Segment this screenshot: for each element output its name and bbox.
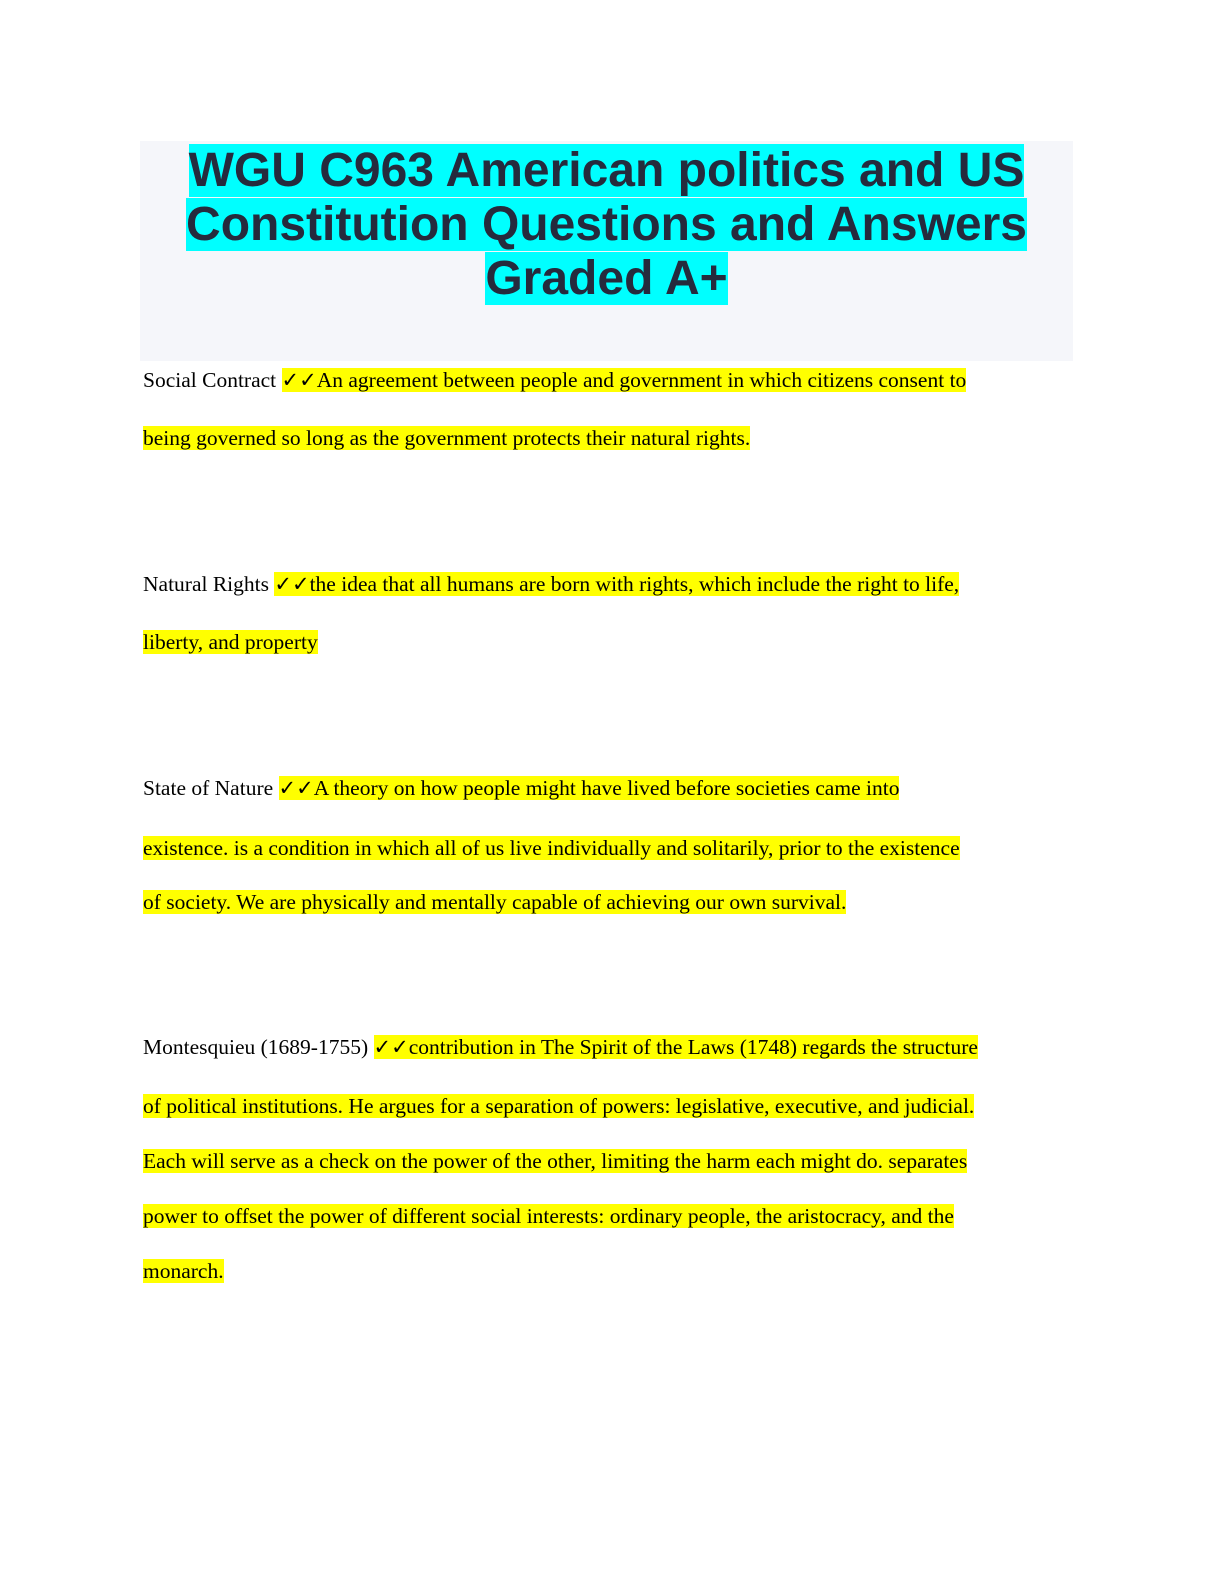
answer-text: An agreement between people and government in which citizens consent to xyxy=(316,368,967,392)
title-line-2: Constitution Questions and Answers xyxy=(186,198,1027,251)
answer-highlight xyxy=(274,572,959,596)
answer-text: A theory on how people might have lived before societies came into xyxy=(313,776,900,800)
qa-line xyxy=(143,1032,1083,1091)
qa-entry-montesquieu xyxy=(143,1032,1083,1312)
answer-text: being governed so long as the government protects their natural rights. xyxy=(143,426,751,450)
double-check-icon: ✓✓ xyxy=(274,572,310,596)
double-check-icon: ✓✓ xyxy=(278,776,314,800)
qa-line xyxy=(143,1091,1083,1146)
double-check-icon: ✓✓ xyxy=(373,1035,409,1059)
qa-line xyxy=(143,627,1083,685)
answer-text: monarch. xyxy=(143,1259,224,1283)
qa-line xyxy=(143,833,1083,887)
qa-line xyxy=(143,773,1083,833)
title-block xyxy=(140,141,1073,361)
answer-text: Each will serve as a check on the power of the other, limiting the harm each might do. separates xyxy=(143,1149,968,1173)
answer-text: power to offset the power of different social interests: ordinary people, the aristocracy, and the xyxy=(143,1204,954,1228)
answer-highlight xyxy=(282,368,967,392)
answer-highlight xyxy=(279,776,900,800)
qa-entry-state-of-nature xyxy=(143,773,1083,943)
answer-text: contribution in The Spirit of the Laws (1748) regards the structure xyxy=(408,1035,978,1059)
qa-line xyxy=(143,569,1083,627)
term-label: Social Contract xyxy=(143,368,282,392)
qa-line xyxy=(143,1201,1083,1256)
title-line-3: Graded A+ xyxy=(485,252,728,305)
qa-entry-natural-rights xyxy=(143,569,1083,685)
qa-line xyxy=(143,1256,1083,1312)
qa-line xyxy=(143,1146,1083,1201)
qa-line xyxy=(143,365,1083,423)
document-title xyxy=(140,141,1073,306)
answer-text: of society. We are physically and mentally capable of achieving our own survival. xyxy=(143,890,847,914)
answer-text: the idea that all humans are born with rights, which include the right to life, xyxy=(309,572,960,596)
answer-text: liberty, and property xyxy=(143,630,318,654)
answer-text: of political institutions. He argues for a separation of powers: legislative, executive, and judicial. xyxy=(143,1094,975,1118)
answer-text: existence. is a condition in which all of us live individually and solitarily, prior to the existence xyxy=(143,836,960,860)
double-check-icon: ✓✓ xyxy=(281,368,317,392)
term-label: Montesquieu (1689-1755) xyxy=(143,1035,374,1059)
term-label: State of Nature xyxy=(143,776,279,800)
qa-line xyxy=(143,887,1083,943)
answer-highlight xyxy=(374,1035,978,1059)
qa-entry-social-contract xyxy=(143,365,1083,481)
qa-line xyxy=(143,423,1083,481)
term-label: Natural Rights xyxy=(143,572,275,596)
title-line-1: WGU C963 American politics and US xyxy=(188,144,1025,197)
